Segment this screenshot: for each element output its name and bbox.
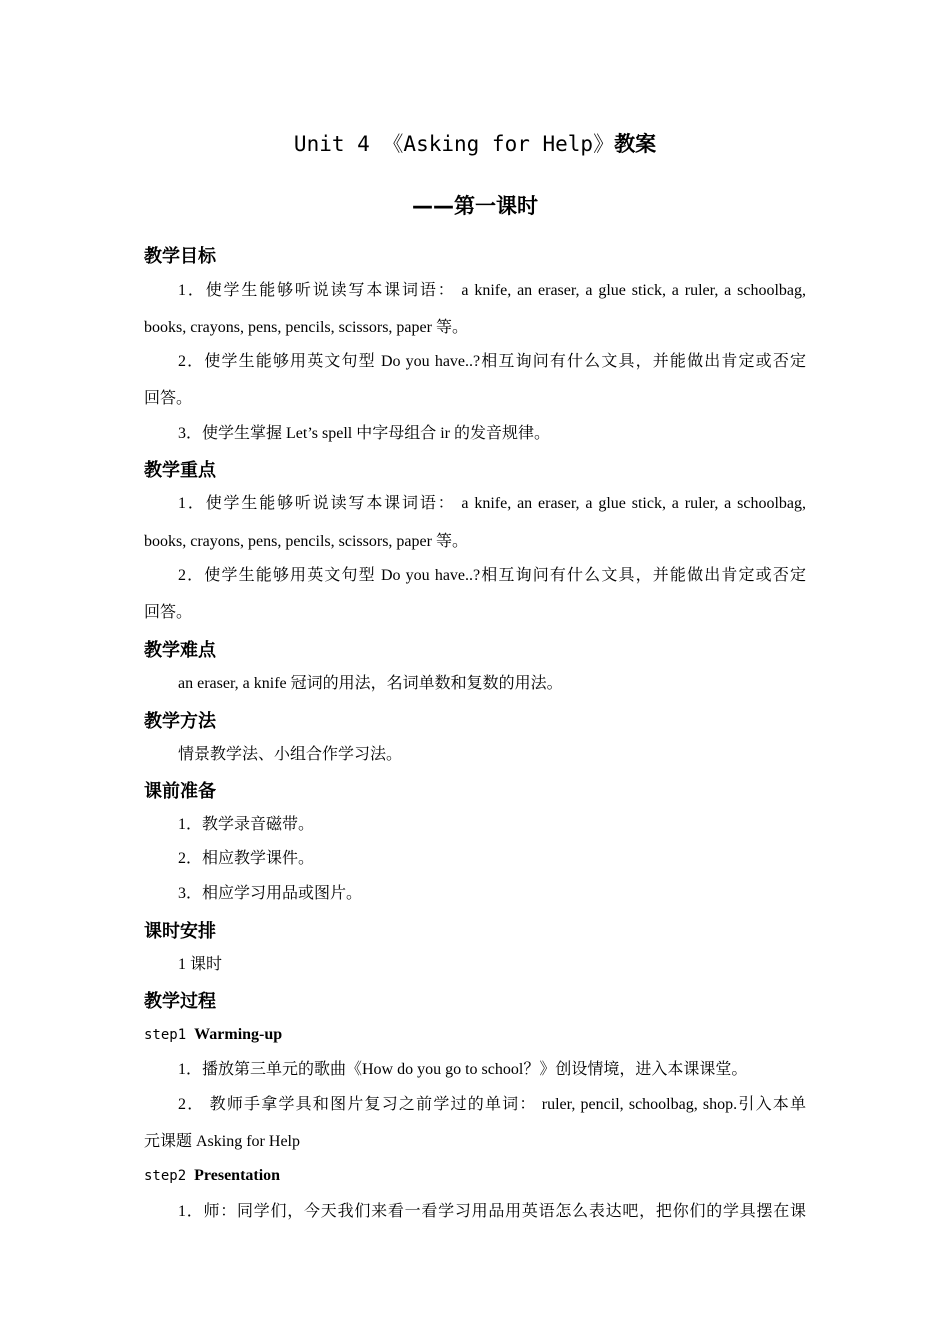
heading-schedule: 课时安排 [144,921,216,942]
step1-item1: 1．播放第三单元的歌曲《How do you go to school？》创设情境，进入本课课堂。 [178,1061,748,1078]
preparation-item2: 2．相应教学课件。 [178,850,315,867]
heading-process: 教学过程 [144,991,216,1012]
step1-item2-line2: 元课题 Asking for Help [144,1133,300,1150]
step1-number: step1 [144,1027,187,1043]
key-points-item1-line2: books, crayons, pens, pencils, scissors, paper 等。 [144,533,468,550]
objectives-item2-line1: 2．使学生能够用英文句型 Do you have..?相互询问有什么文具，并能做出肯定或否定 [178,353,806,370]
difficulties-text: an eraser, a knife 冠词的用法，名词单数和复数的用法。 [178,675,563,692]
methods-text: 情景教学法、小组合作学习法。 [178,746,403,763]
key-points-item2-line2: 回答。 [144,604,193,621]
title-english: Unit 4 《Asking for Help》 [293,132,615,156]
step2-title [144,1167,280,1185]
objectives-item2-line2: 回答。 [144,390,193,407]
step1-title [144,1026,282,1044]
heading-key-points: 教学重点 [144,460,216,481]
preparation-item3: 3．相应学习用品或图片。 [178,885,363,902]
page-title [0,128,950,158]
step2-number: step2 [144,1168,187,1184]
key-points-item2-line1: 2．使学生能够用英文句型 Do you have..?相互询问有什么文具，并能做出肯定或否定 [178,567,806,584]
key-points-item1-line1: 1．使学生能够听说读写本课词语： a knife, an eraser, a glue stick, a ruler, a schoolbag, [178,495,806,512]
preparation-item1: 1．教学录音磁带。 [178,816,315,833]
step2-label: Presentation [194,1167,281,1184]
objectives-item1-line2: books, crayons, pens, pencils, scissors, paper 等。 [144,319,468,336]
schedule-text: 1 课时 [178,956,223,973]
heading-preparation: 课前准备 [144,781,216,802]
title-chinese: 教案 [614,132,657,156]
heading-difficulties: 教学难点 [144,640,216,661]
step1-label: Warming-up [194,1026,283,1043]
page-subtitle: ——第一课时 [412,194,538,218]
objectives-item3: 3．使学生掌握 Let’s spell 中字母组合 ir 的发音规律。 [178,425,550,442]
objectives-item1-line1: 1．使学生能够听说读写本课词语： a knife, an eraser, a glue stick, a ruler, a schoolbag, [178,282,806,299]
step2-item1-line1: 1．师：同学们，今天我们来看一看学习用品用英语怎么表达吧，把你们的学具摆在课 [178,1203,806,1220]
heading-methods: 教学方法 [144,711,216,732]
heading-objectives: 教学目标 [144,246,216,267]
step1-item2-line1: 2． 教师手拿学具和图片复习之前学过的单词： ruler, pencil, schoolbag, shop.引入本单 [178,1096,806,1113]
